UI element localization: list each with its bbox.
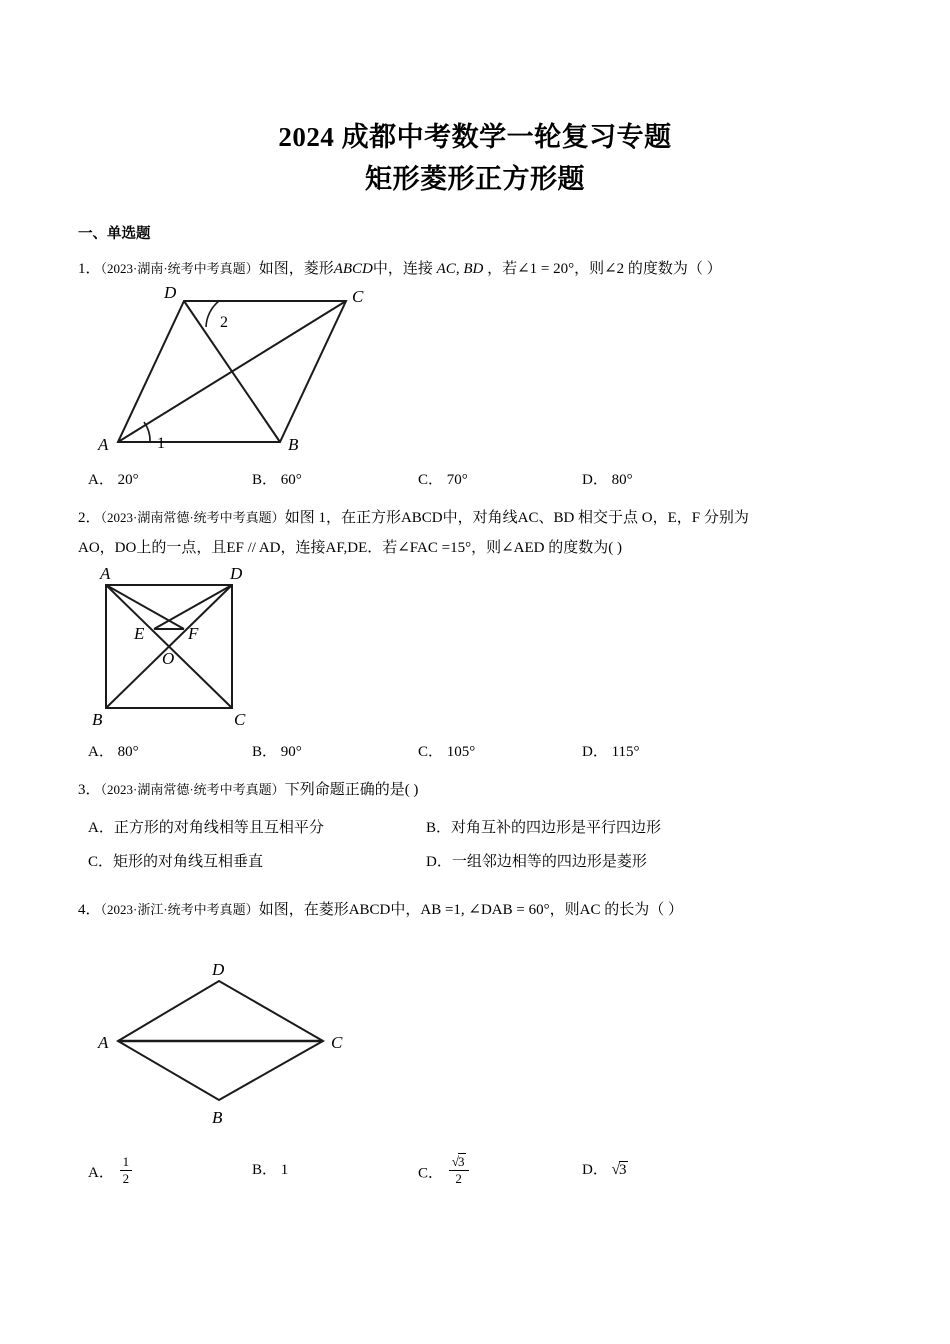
question-4-stem <box>78 895 878 925</box>
vertex-label-a: A <box>98 1033 109 1052</box>
question-3-number: 3． <box>78 782 101 798</box>
square-abcd-diagram <box>78 563 298 731</box>
question-1-option-d[interactable]: D． 80° <box>582 472 633 488</box>
question-4-number: 4． <box>78 902 101 918</box>
fraction-one-half: $\frac{1}{2}$ <box>120 1155 133 1185</box>
angle-label-1: 1 <box>157 435 165 452</box>
question-2-source: （2023·湖南常德·统考中考真题） <box>100 510 285 525</box>
question-1-stem: 1．（2023·湖南·统考中考真题）如图，菱形ABCD中，连接 AC, BD ，若∠1 = 20°，则∠2 的度数为（ ） <box>78 261 722 277</box>
question-3-stem <box>78 775 878 805</box>
angle-label-2: 2 <box>220 314 228 331</box>
question-4-figure <box>78 959 878 1139</box>
question-3-option-a[interactable]: A．正方形的对角线相等且互相平分 <box>88 820 324 836</box>
question-2-option-a[interactable]: A． 80° <box>88 744 139 760</box>
vertex-label-b: B <box>212 1108 223 1127</box>
question-1-option-a[interactable]: A． 20° <box>88 472 139 488</box>
vertex-label-c: C <box>234 710 246 729</box>
rhombus-horizontal-diagram <box>78 959 378 1139</box>
document-title-line-1: 2024 成都中考数学一轮复习专题 <box>278 122 672 152</box>
question-2-number: 2． <box>78 510 101 526</box>
vertex-label-d: D <box>164 284 177 302</box>
question-1-figure <box>78 284 878 459</box>
question-1-option-b[interactable]: B． 60° <box>252 472 302 488</box>
question-4-stem-text: 如图，在菱形ABCD中，AB =1, ∠DAB = 60°，则AC 的长为（ ） <box>258 902 683 918</box>
point-label-e: E <box>134 624 145 643</box>
vertex-label-c: C <box>331 1033 343 1052</box>
question-4-option-d[interactable]: D． √3 <box>582 1161 627 1178</box>
vertex-label-b: B <box>288 435 299 454</box>
sqrt-three: √3 <box>611 1161 627 1178</box>
question-2-option-b[interactable]: B． 90° <box>252 744 302 760</box>
point-label-o: O <box>162 649 175 668</box>
section-heading-single-choice: 一、单选题 <box>78 226 151 242</box>
question-3-option-c[interactable]: C．矩形的对角线互相垂直 <box>88 854 264 870</box>
rhombus-abcd-diagram <box>78 284 408 459</box>
question-4-option-c[interactable]: C． $\frac{√3}{2}$ <box>418 1155 471 1188</box>
point-label-f: F <box>188 624 199 643</box>
question-1-number: 1． <box>78 261 101 277</box>
question-2-option-d[interactable]: D． 115° <box>582 744 640 760</box>
question-3-option-d[interactable]: D．一组邻边相等的四边形是菱形 <box>426 854 647 870</box>
question-3-options <box>78 813 878 881</box>
question-2-option-c[interactable]: C． 105° <box>418 744 476 760</box>
question-2-stem-line-2: AO，DO上的一点，且EF // AD，连接AF,DE．若∠FAC =15°，则∠AED 的度数为( ) <box>78 540 622 556</box>
question-1-segment-ac: AC <box>436 261 456 277</box>
question-4-options <box>78 1155 878 1185</box>
question-1-segment-bd: BD <box>463 261 484 277</box>
document-title-line-2: 矩形菱形正方形题 <box>365 164 585 194</box>
question-2-stem-line-1 <box>78 503 878 533</box>
fraction-sqrt3-over-2: $\frac{√3}{2}$ <box>449 1155 469 1186</box>
question-4-option-a[interactable]: A． $\frac{1}{2}$ <box>88 1155 134 1188</box>
question-4-source: （2023·浙江·统考中考真题） <box>100 902 259 917</box>
angle-arc-2 <box>206 301 219 327</box>
sqrt-three-numerator: √3 <box>449 1155 469 1171</box>
question-1-stem-mid: 中，连接 <box>372 261 433 277</box>
vertex-label-c: C <box>352 287 364 306</box>
question-1-figure-name: ABCD <box>333 261 373 277</box>
question-1-options <box>78 465 878 495</box>
question-2-options <box>78 737 878 767</box>
vertex-label-d: D <box>230 564 243 583</box>
vertex-label-a: A <box>100 564 111 583</box>
question-3-source: （2023·湖南常德·统考中考真题） <box>100 782 285 797</box>
question-4-option-b[interactable]: B． 1 <box>252 1162 289 1178</box>
vertex-label-a: A <box>98 435 109 454</box>
question-1-stem-condition: 若∠1 = 20°，则∠2 的度数为（ ） <box>502 261 722 277</box>
document-body <box>0 224 950 1185</box>
question-1-stem-prefix: 如图，菱形 <box>258 261 334 277</box>
vertex-label-b: B <box>92 710 103 729</box>
question-2-figure <box>78 563 878 731</box>
question-1-option-c[interactable]: C． 70° <box>418 472 468 488</box>
question-3-option-b[interactable]: B．对角互补的四边形是平行四边形 <box>426 820 662 836</box>
vertex-label-d: D <box>212 960 225 979</box>
question-3-stem-text: 下列命题正确的是( ) <box>284 782 419 798</box>
question-2-line1: 如图 1，在正方形ABCD中，对角线AC、BD 相交于点 O，E，F 分别为 <box>284 510 749 526</box>
question-1-source: （2023·湖南·统考中考真题） <box>100 261 259 276</box>
diagonal-bd <box>184 301 280 442</box>
